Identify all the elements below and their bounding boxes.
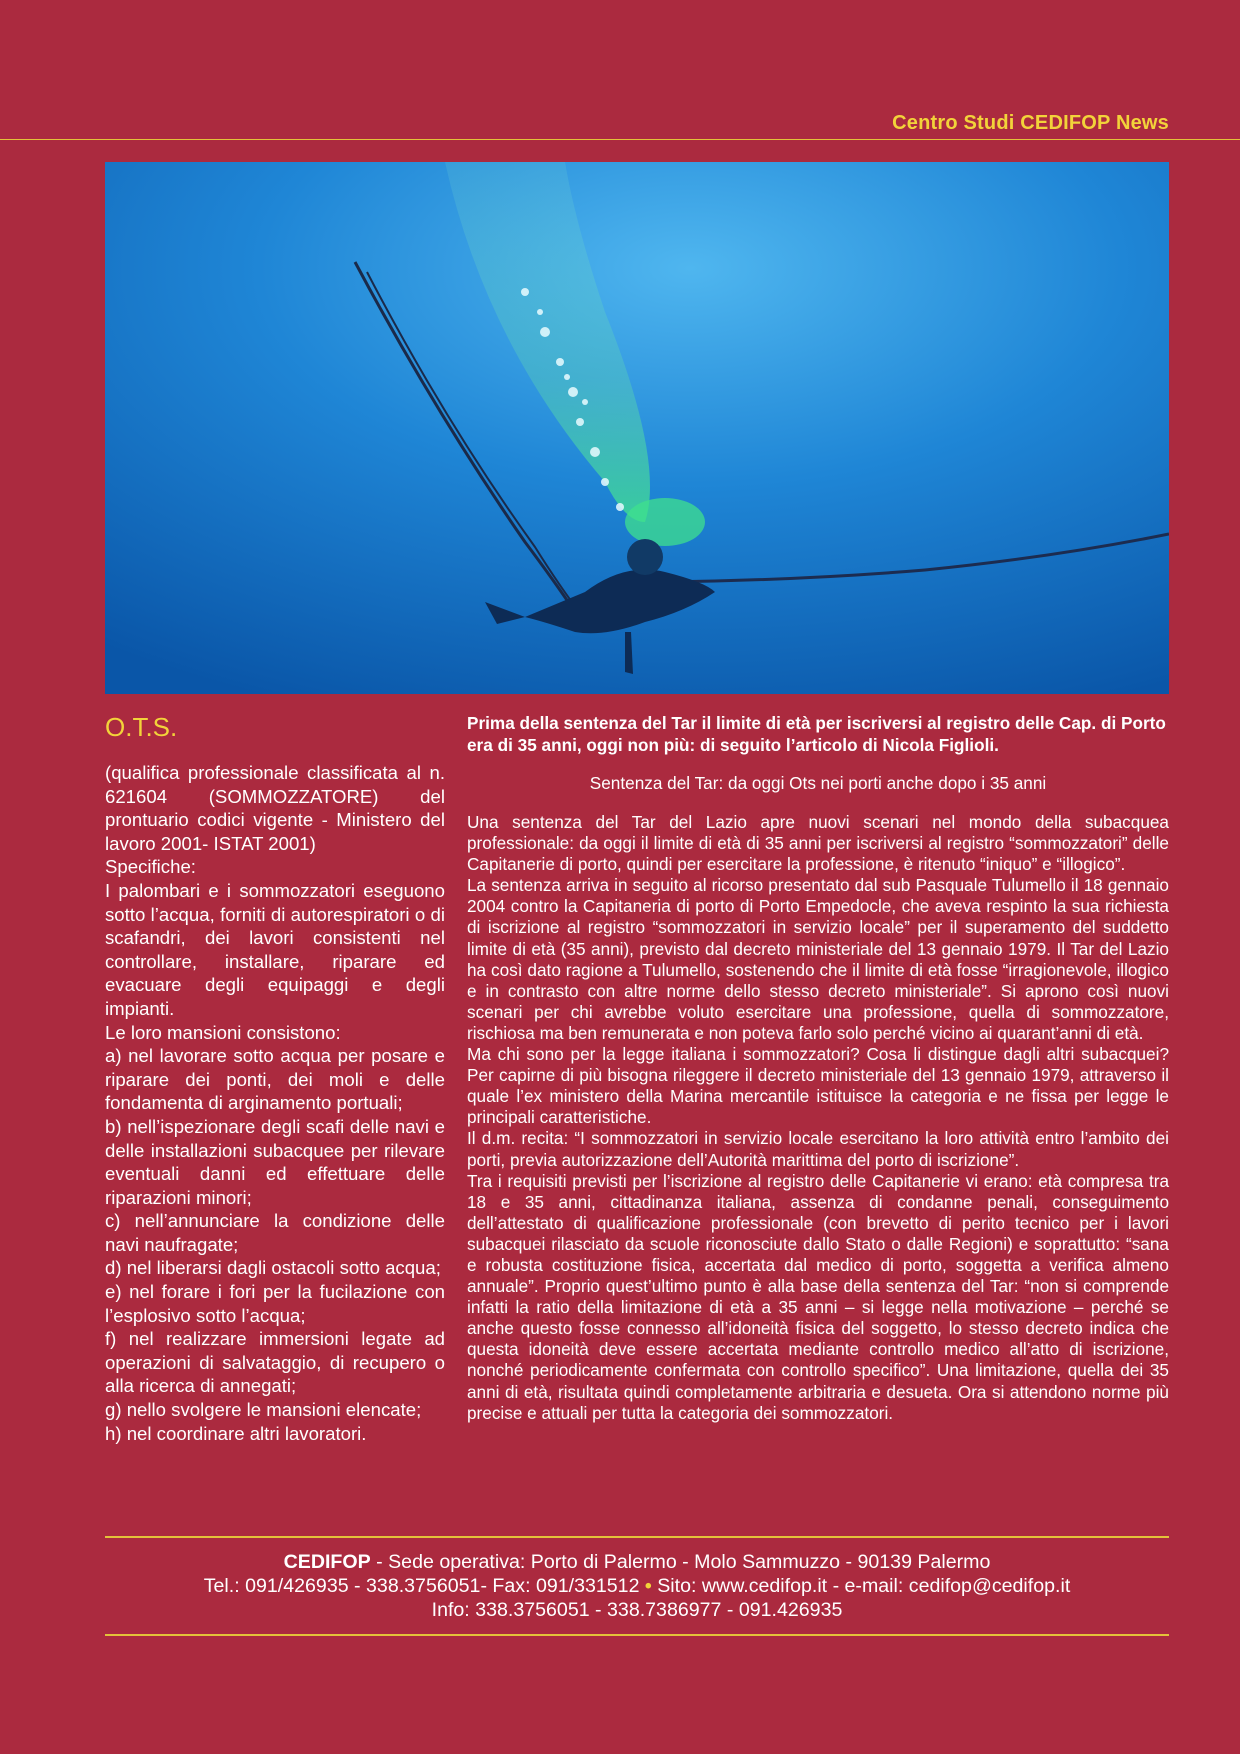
ots-list-item: c) nell’annunciare la condizione delle navi naufragate; bbox=[105, 1210, 445, 1255]
footer-address-text: - Sede operativa: Porto di Palermo - Molo Sammuzzo - 90139 Palermo bbox=[370, 1551, 991, 1573]
ots-list-item: h) nel coordinare altri lavoratori. bbox=[105, 1422, 367, 1444]
underwater-diver-photo bbox=[105, 162, 1169, 694]
ots-list-item: g) nello svolgere le mansioni elencate; bbox=[105, 1399, 422, 1421]
article-paragraph: La sentenza arriva in seguito al ricorso presentato dal sub Pasquale Tulumello il 18 gennaio 2004 contro la Capitaneria di porto di Porto Empedocle, che aveva respinto la sua richiesta di iscrizione al registro “sommozzatori in servizio locale” per il superamento del suddetto limite di età (35 anni), previsto dal decreto ministeriale del 13 gennaio 1979. Il Tar del Lazio ha così dato ragione a Tulumello, sostenendo che il limite di età fosse “irragionevole, illogico e in contrasto con altre norme dello stesso decreto ministeriale”. Si aprono così nuovi scenari per chi avrebbe voluto esercitare una professione, quella di sommozzatore, rischiosa ma ben remunerata e non poteva farlo solo perché vicino ai quarant’anni di età. bbox=[467, 875, 1169, 1043]
ots-paragraph: Specifiche: bbox=[105, 856, 196, 878]
ots-title: O.T.S. bbox=[105, 712, 178, 742]
footer-address bbox=[105, 1550, 1169, 1574]
ots-paragraph: Le loro mansioni consistono: bbox=[105, 1021, 341, 1043]
footer-contacts-b: Sito: www.cedifop.it - e-mail: cedifop@cedifop.it bbox=[651, 1575, 1071, 1597]
article-paragraph: Ma chi sono per la legge italiana i sommozzatori? Cosa li distingue dagli altri subacquei? Per capirne di più bisogna rileggere il decreto ministeriale del 13 gennaio 1979, attraverso il quale l’ex ministero della Marina mercantile istituisce la categoria e ne fissa per legge le principali caratteristiche. bbox=[467, 1044, 1169, 1128]
article-intro: Prima della sentenza del Tar il limite di età per iscriversi al registro delle Cap. di Porto era di 35 anni, oggi non più: di seguito l’articolo di Nicola Figlioli. bbox=[467, 713, 1166, 755]
ots-list-item: d) nel liberarsi dagli ostacoli sotto acqua; bbox=[105, 1257, 441, 1279]
article-subtitle: Sentenza del Tar: da oggi Ots nei porti anche dopo i 35 anni bbox=[589, 773, 1047, 793]
ots-list-item: a) nel lavorare sotto acqua per posare e riparare dei ponti, dei moli e delle fondamenta di arginamento portuali; bbox=[105, 1045, 445, 1114]
article-paragraph: Una sentenza del Tar del Lazio apre nuovi scenari nel mondo della subacquea professionale: da oggi il limite di età di 35 anni per iscriversi al registro “sommozzatori” delle Capitanerie di porto, quindi per esercitare la professione, è ritenuto “iniquo” e “illogico”. bbox=[467, 812, 1169, 875]
article-column bbox=[467, 712, 1169, 1424]
header-divider bbox=[0, 139, 1240, 140]
footer-contacts-a: Tel.: 091/426935 - 338.3756051- Fax: 091/331512 bbox=[203, 1575, 645, 1597]
footer-divider-bottom bbox=[105, 1634, 1169, 1636]
ots-list-item: e) nel forare i fori per la fucilazione con l’esplosivo sotto l’acqua; bbox=[105, 1281, 445, 1326]
footer-info: Info: 338.3756051 - 338.7386977 - 091.426935 bbox=[431, 1599, 843, 1621]
article-paragraph: Tra i requisiti previsti per l’iscrizione al registro delle Capitanerie vi erano: età compresa tra 18 e 35 anni, cittadinanza italiana, assenza di condanne penali, conseguimento dell’attestato di qualificazione professionale (con brevetto di perito tecnico per i lavori subacquei rilasciato da scuole riconosciute dallo Stato o dalle Regioni) e soprattutto: “sana e robusta costituzione fisica, accertata dal medico di porto, soggetta a verifica almeno annuale”. Proprio quest’ultimo punto è alla base della sentenza del Tar: “non si comprende infatti la ratio della limitazione di età a 35 anni – si legge nella motivazione – perché se anche questo fosse connesso all’idoneità fisica del soggetto, lo stesso decreto indica che questa idoneità deve essere accertata mediante controllo medico all’atto di iscrizione, nonché periodicamente confermata con controllo specifico”. Una limitazione, quella dei 35 anni di età, risultata quindi completamente arbitraria e desueta. Ora si attendono norme più precise e attuali per tutta la categoria dei sommozzatori. bbox=[467, 1170, 1169, 1423]
ots-paragraph: (qualifica professionale classificata al n. 621604 (SOMMOZZATORE) del prontuario codici vigente - Ministero del lavoro 2001- ISTAT 2001) bbox=[105, 762, 445, 854]
footer-org: CEDIFOP bbox=[283, 1551, 371, 1573]
ots-list-item: f) nel realizzare immersioni legate ad operazioni di salvataggio, di recupero o alla ricerca di annegati; bbox=[105, 1328, 445, 1397]
article-paragraph: Il d.m. recita: “I sommozzatori in servizio locale esercitano la loro attività entro l’ambito dei porti, previa autorizzazione dell’Autorità marittima del porto di iscrizione”. bbox=[467, 1128, 1169, 1170]
ots-description bbox=[105, 761, 445, 1445]
header-title: Centro Studi CEDIFOP News bbox=[892, 112, 1169, 134]
footer-divider-top bbox=[105, 1536, 1169, 1538]
footer-contacts bbox=[105, 1574, 1169, 1598]
ots-paragraph: I palombari e i sommozzatori eseguono sotto l’acqua, forniti di autorespiratori o di scafandri, dei lavori consistenti nel controllare, installare, riparare ed evacuare degli equipaggi e degli impianti. bbox=[105, 879, 445, 1019]
ots-column bbox=[105, 712, 445, 1445]
footer bbox=[105, 1550, 1169, 1622]
article-body bbox=[467, 812, 1169, 1424]
bullet-icon: • bbox=[644, 1575, 652, 1597]
ots-list-item: b) nell’ispezionare degli scafi delle navi e delle installazioni subacquee per rilevare eventuali danni ed effettuare delle riparazioni minori; bbox=[105, 1115, 445, 1208]
